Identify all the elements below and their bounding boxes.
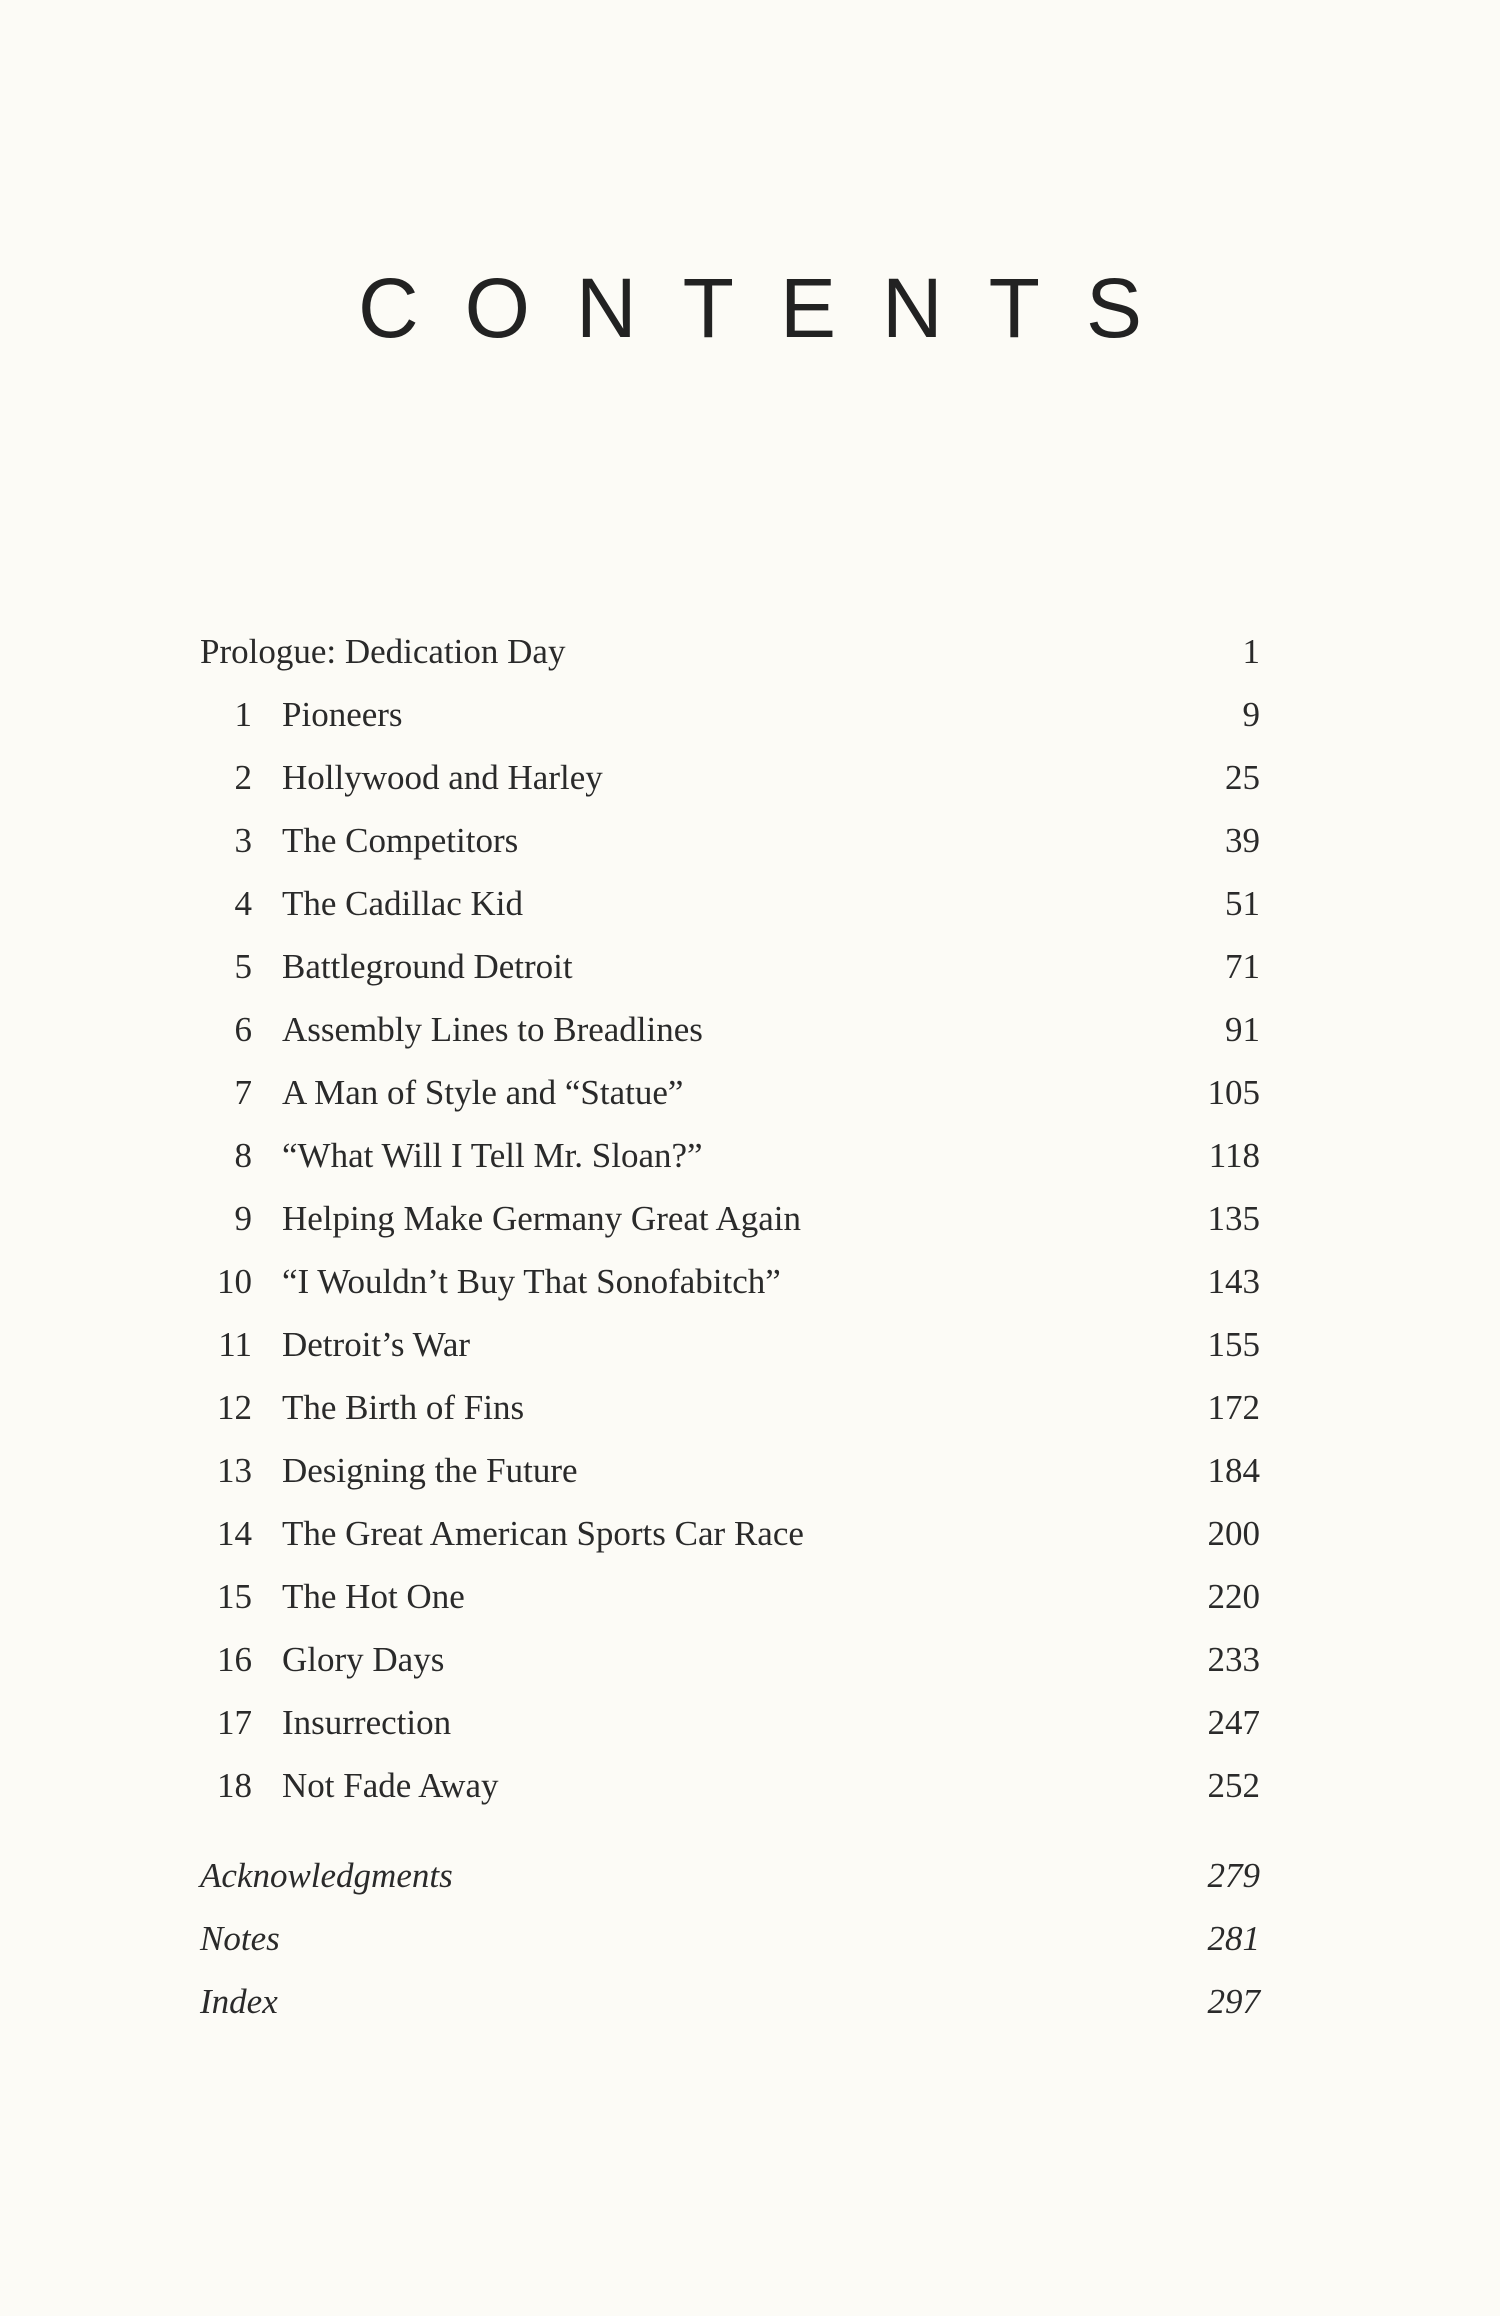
backmatter-row: [200, 1970, 1260, 2033]
chapter-title: Assembly Lines to Breadlines: [282, 1010, 703, 1049]
chapter-page: 252: [1207, 1766, 1260, 1805]
chapter-page: 51: [1225, 884, 1260, 923]
chapter-number: 8: [234, 1136, 252, 1175]
chapter-title: Insurrection: [282, 1703, 452, 1742]
chapter-page: 135: [1207, 1199, 1260, 1238]
chapter-title: The Hot One: [282, 1577, 465, 1616]
toc-chapter-row: [200, 1124, 1260, 1187]
chapter-title: The Competitors: [282, 821, 519, 860]
backmatter-row: [200, 1907, 1260, 1970]
chapter-title: Pioneers: [282, 695, 403, 734]
chapter-title: Battleground Detroit: [282, 947, 573, 986]
toc-chapter-row: [200, 1565, 1260, 1628]
backmatter-list: [200, 1844, 1260, 2033]
chapter-page: 118: [1208, 1136, 1260, 1175]
chapter-page: 39: [1225, 821, 1260, 860]
toc-chapter-row: [200, 998, 1260, 1061]
chapter-number: 1: [234, 695, 252, 734]
chapter-number: 9: [234, 1199, 252, 1238]
chapter-title: The Cadillac Kid: [282, 884, 524, 923]
toc-chapter-row: [200, 1061, 1260, 1124]
chapter-number: 3: [234, 821, 252, 860]
chapter-page: 247: [1207, 1703, 1260, 1742]
chapter-page: 71: [1225, 947, 1260, 986]
chapter-title: “I Wouldn’t Buy That Sonofabitch”: [282, 1262, 781, 1301]
chapter-number: 15: [217, 1577, 252, 1616]
toc-chapter-row: [200, 1376, 1260, 1439]
chapter-page: 155: [1207, 1325, 1260, 1364]
chapter-title: Not Fade Away: [282, 1766, 499, 1805]
backmatter-title: Notes: [200, 1919, 280, 1958]
toc-prologue-row: [200, 620, 1260, 683]
chapter-number: 17: [217, 1703, 252, 1742]
toc-chapter-row: [200, 1691, 1260, 1754]
toc-chapter-row: [200, 1187, 1260, 1250]
chapter-number: 10: [217, 1262, 252, 1301]
backmatter-page: 281: [1207, 1919, 1260, 1958]
toc-chapter-row: [200, 1502, 1260, 1565]
chapter-number: 6: [234, 1010, 252, 1049]
chapter-title: The Great American Sports Car Race: [282, 1514, 804, 1553]
chapter-title: “What Will I Tell Mr. Sloan?”: [282, 1136, 703, 1175]
backmatter-page: 279: [1207, 1856, 1260, 1895]
chapter-number: 4: [234, 884, 252, 923]
chapter-title: A Man of Style and “Statue”: [282, 1073, 684, 1112]
toc-list: [200, 620, 1260, 1817]
toc-chapter-row: [200, 1628, 1260, 1691]
chapter-page: 105: [1207, 1073, 1260, 1112]
toc-chapter-row: [200, 1250, 1260, 1313]
toc-chapter-row: [200, 746, 1260, 809]
chapter-title: The Birth of Fins: [282, 1388, 525, 1427]
chapter-title: Glory Days: [282, 1640, 445, 1679]
backmatter-page: 297: [1207, 1982, 1260, 2021]
chapter-number: 16: [217, 1640, 252, 1679]
chapter-number: 14: [217, 1514, 252, 1553]
chapter-number: 7: [234, 1073, 252, 1112]
backmatter-title: Acknowledgments: [200, 1856, 453, 1895]
chapter-page: 200: [1207, 1514, 1260, 1553]
backmatter-title: Index: [200, 1982, 278, 2021]
toc-chapter-row: [200, 1754, 1260, 1817]
toc-prologue-title: Prologue: Dedication Day: [200, 632, 566, 671]
chapter-number: 11: [218, 1325, 252, 1364]
page-title: CONTENTS: [358, 261, 1188, 355]
chapter-title: Helping Make Germany Great Again: [282, 1199, 802, 1238]
toc-chapter-row: [200, 683, 1260, 746]
chapter-number: 12: [217, 1388, 252, 1427]
chapter-page: 25: [1225, 758, 1260, 797]
backmatter-row: [200, 1844, 1260, 1907]
toc-prologue-page: 1: [1242, 632, 1260, 671]
chapter-page: 172: [1207, 1388, 1260, 1427]
chapter-page: 91: [1225, 1010, 1260, 1049]
chapter-number: 2: [234, 758, 252, 797]
chapter-page: 233: [1207, 1640, 1260, 1679]
chapter-page: 9: [1242, 695, 1260, 734]
chapter-title: Hollywood and Harley: [282, 758, 603, 797]
toc-chapter-row: [200, 935, 1260, 998]
toc-chapter-row: [200, 872, 1260, 935]
chapter-title: Designing the Future: [282, 1451, 578, 1490]
chapter-page: 184: [1207, 1451, 1260, 1490]
chapter-number: 13: [217, 1451, 252, 1490]
chapter-page: 220: [1207, 1577, 1260, 1616]
chapter-page: 143: [1207, 1262, 1260, 1301]
chapter-number: 18: [217, 1766, 252, 1805]
chapter-title: Detroit’s War: [282, 1325, 471, 1364]
chapter-number: 5: [234, 947, 252, 986]
toc-chapter-row: [200, 809, 1260, 872]
toc-chapter-row: [200, 1439, 1260, 1502]
toc-chapter-row: [200, 1313, 1260, 1376]
